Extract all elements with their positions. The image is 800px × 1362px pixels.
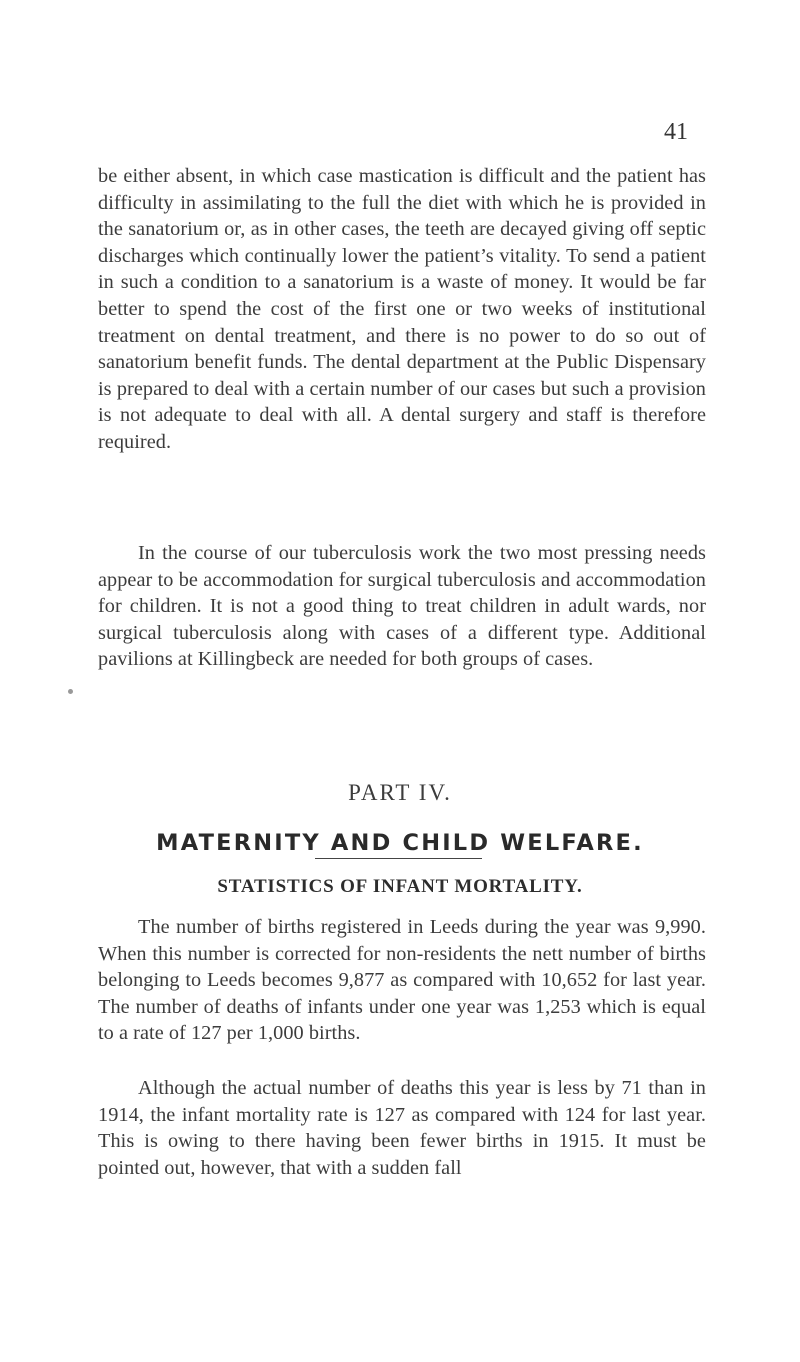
paper-speck xyxy=(68,689,73,694)
paragraph-dental-treatment: be either absent, in which case mastication is difficult and the patient has difficulty in assimilating to the full the diet with which he is provided in the sanatorium or, as in other cases, the teeth are decayed giving off septic discharges which continually lower the patient’s vitality. To send a patient in such a condition to a sanatorium is a waste of money. It would be far better to spend the cost of the first one or two weeks of institutional treatment on dental treatment, and there is no power to do so out of sanatorium benefit funds. The dental department at the Public Dispensary is prepared to deal with a certain number of our cases but such a provision is not adequate to deal with all. A dental surgery and staff is therefore required. xyxy=(98,165,706,453)
paragraph-infant-mortality-rate: Although the actual number of deaths this year is less by 71 than in 1914, the infant mortality rate is 127 as compared with 124 for last year. This is owing to there having been fewer births in 1915. It must be pointed out, however, that with a sudden fall xyxy=(98,1077,706,1179)
page-number: 41 xyxy=(664,119,688,145)
section-heading: MATERNITY AND CHILD WELFARE. xyxy=(156,830,644,856)
paragraph-tuberculosis-needs: In the course of our tuberculosis work the two most pressing needs appear to be accommodation for surgical tuberculosis and accommodation for children. It is not a good thing to treat children in adult wards, nor surgical tuberculosis along with cases of a different type. Additional pavilions at Killingbeck are needed for both groups of cases. xyxy=(98,542,706,671)
paragraph-births-registered: The number of births registered in Leeds during the year was 9,990. When this number is corrected for non-residents the nett number of births belonging to Leeds becomes 9,877 as compared with 10,652 for last year. The number of deaths of infants under one year was 1,253 which is equal to a rate of 127 per 1,000 births. xyxy=(98,916,706,1045)
subsection-heading: STATISTICS OF INFANT MORTALITY. xyxy=(217,876,583,897)
part-heading: PART IV. xyxy=(348,780,452,805)
section-divider xyxy=(315,858,482,859)
